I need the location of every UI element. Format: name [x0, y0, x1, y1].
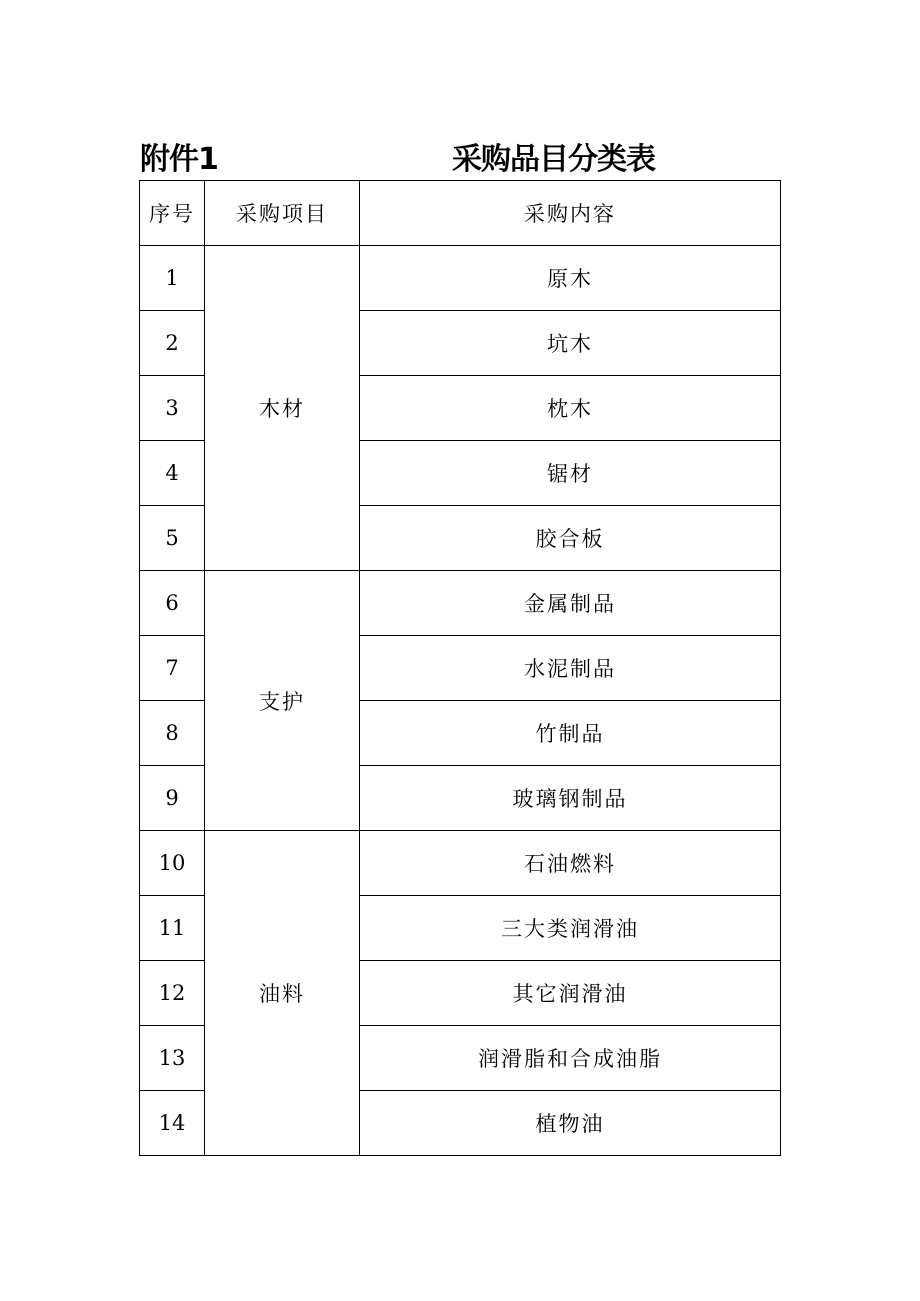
table-row — [140, 571, 781, 636]
row-seq: 6 — [140, 571, 205, 636]
row-content: 竹制品 — [360, 701, 781, 766]
row-content: 玻璃钢制品 — [360, 766, 781, 831]
row-content: 润滑脂和合成油脂 — [360, 1026, 781, 1091]
row-content: 三大类润滑油 — [360, 896, 781, 961]
row-content: 枕木 — [360, 376, 781, 441]
table-header-row — [140, 181, 781, 246]
row-seq: 7 — [140, 636, 205, 701]
row-seq: 13 — [140, 1026, 205, 1091]
row-content: 其它润滑油 — [360, 961, 781, 1026]
header-seq: 序号 — [140, 181, 205, 246]
attachment-label: 附件1 — [140, 142, 218, 177]
row-seq: 2 — [140, 311, 205, 376]
row-seq: 14 — [140, 1091, 205, 1156]
row-content: 植物油 — [360, 1091, 781, 1156]
row-content: 石油燃料 — [360, 831, 781, 896]
header-content: 采购内容 — [360, 181, 781, 246]
project-cell: 支护 — [205, 571, 360, 831]
row-seq: 1 — [140, 246, 205, 311]
row-content: 原木 — [360, 246, 781, 311]
row-content: 金属制品 — [360, 571, 781, 636]
row-seq: 9 — [140, 766, 205, 831]
row-content: 胶合板 — [360, 506, 781, 571]
row-seq: 11 — [140, 896, 205, 961]
row-seq: 12 — [140, 961, 205, 1026]
project-cell: 油料 — [205, 831, 360, 1156]
row-seq: 8 — [140, 701, 205, 766]
table-row — [140, 831, 781, 896]
row-seq: 3 — [140, 376, 205, 441]
project-cell: 木材 — [205, 246, 360, 571]
row-content: 水泥制品 — [360, 636, 781, 701]
procurement-catalog-table — [139, 180, 781, 1156]
row-content: 坑木 — [360, 311, 781, 376]
row-content: 锯材 — [360, 441, 781, 506]
row-seq: 4 — [140, 441, 205, 506]
document-heading — [140, 140, 780, 180]
document-title: 采购品目分类表 — [452, 142, 655, 177]
table-row — [140, 246, 781, 311]
row-seq: 5 — [140, 506, 205, 571]
header-project: 采购项目 — [205, 181, 360, 246]
row-seq: 10 — [140, 831, 205, 896]
